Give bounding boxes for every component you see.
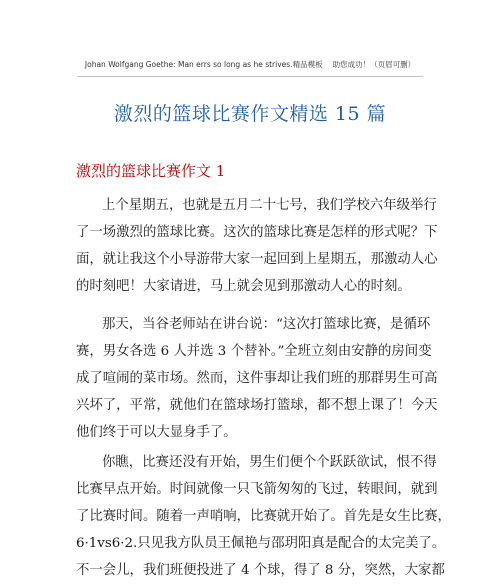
running-header: [0, 59, 500, 70]
paragraph-line: 了比赛时间。随着一声哨响，比赛就开始了。首先是女生比赛，: [76, 509, 451, 524]
document-title: 激烈的篮球比赛作文精选 15 篇: [113, 103, 387, 125]
paragraph-line: 不一会儿，我们班便投进了 4 个球，得了 8 分，突然，大家都: [76, 563, 445, 578]
header-help-note: 助您成功！: [332, 60, 371, 69]
section-heading: 激烈的篮球比赛作文 1: [76, 162, 226, 180]
paragraph-line: 兴坏了，平常，就他们在篮球场打篮球，都不想上课了！今天: [76, 398, 438, 413]
paragraph-3: [76, 449, 451, 584]
paragraph-line: 比赛早点开始。时间就像一只飞箭匆匆的飞过，转眼间，就到: [76, 482, 438, 497]
paragraph-1: [76, 192, 438, 300]
paragraph-line: 的时刻吧！大家请进，马上就会见到那激动人心的时刻。: [76, 279, 411, 294]
paragraph-line: 他们终于可以大显身手了。: [76, 425, 237, 440]
paragraph-line: 6·1vs6·2.只见我方队员王佩艳与邵玥阳真是配合的太完美了。: [76, 536, 446, 551]
paragraph-line: 那天，当谷老师站在讲台说：“这次打篮球比赛，是循环: [102, 317, 431, 332]
header-quote: Johan Wolfgang Goethe: Man errs so long as he strives.精品模板: [84, 60, 323, 69]
paragraph-line: 你瞧，比赛还没有开始，男生们便个个跃跃欲试，恨不得: [102, 455, 437, 470]
paragraph-line: 成了喧闹的菜市场。然而，这件事却让我们班的那群男生可高: [76, 371, 438, 386]
paragraph-line: 上个星期五，也就是五月二十七号，我们学校六年级举行: [102, 198, 437, 213]
header-editable-note: （页眉可删）: [370, 60, 416, 69]
header-divider: [77, 76, 423, 77]
paragraph-line: 了一场激烈的篮球比赛。这次的篮球比赛是怎样的形式呢？下: [76, 225, 438, 240]
paragraph-line: 面，就让我这个小导游带大家一起回到上星期五，那激动人心: [76, 252, 438, 267]
paragraph-line: 赛，男女各选 6 人并选 3 个替补。”全班立刻由安静的房间变: [76, 344, 432, 359]
paragraph-2: [76, 311, 438, 446]
